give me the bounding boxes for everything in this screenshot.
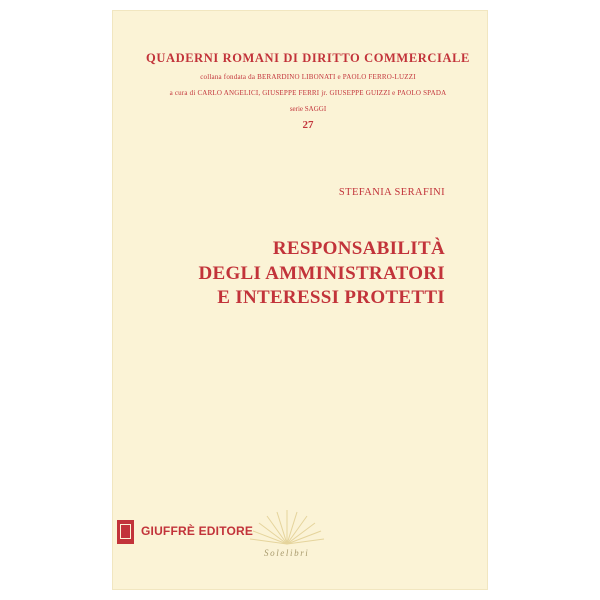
book-title-line: DEGLI AMMINISTRATORI xyxy=(198,262,445,284)
sun-rays-icon xyxy=(247,506,327,546)
publisher-name: GIUFFRÈ EDITORE xyxy=(141,524,254,538)
publisher-logo-icon xyxy=(117,520,134,544)
book-cover xyxy=(112,10,488,590)
series-founders: collana fondata da BERARDINO LIBONATI e PAOLO FERRO-LUZZI xyxy=(200,73,416,81)
publisher-imprint: Solelibri xyxy=(264,548,310,558)
author-name: STEFANIA SERAFINI xyxy=(338,187,445,198)
series-number: 27 xyxy=(302,119,314,131)
book-title xyxy=(198,237,445,311)
book-title-line: E INTERESSI PROTETTI xyxy=(217,287,445,308)
publisher-block xyxy=(117,506,357,566)
book-title-line: RESPONSABILITÀ xyxy=(272,238,445,259)
series-subseries: serie SAGGI xyxy=(289,105,327,113)
series-editors: a cura di CARLO ANGELICI, GIUSEPPE FERRI jr. GIUSEPPE GUIZZI e PAOLO SPADA xyxy=(169,89,447,97)
series-title: QUADERNI ROMANI DI DIRITTO COMMERCIALE xyxy=(146,51,470,65)
